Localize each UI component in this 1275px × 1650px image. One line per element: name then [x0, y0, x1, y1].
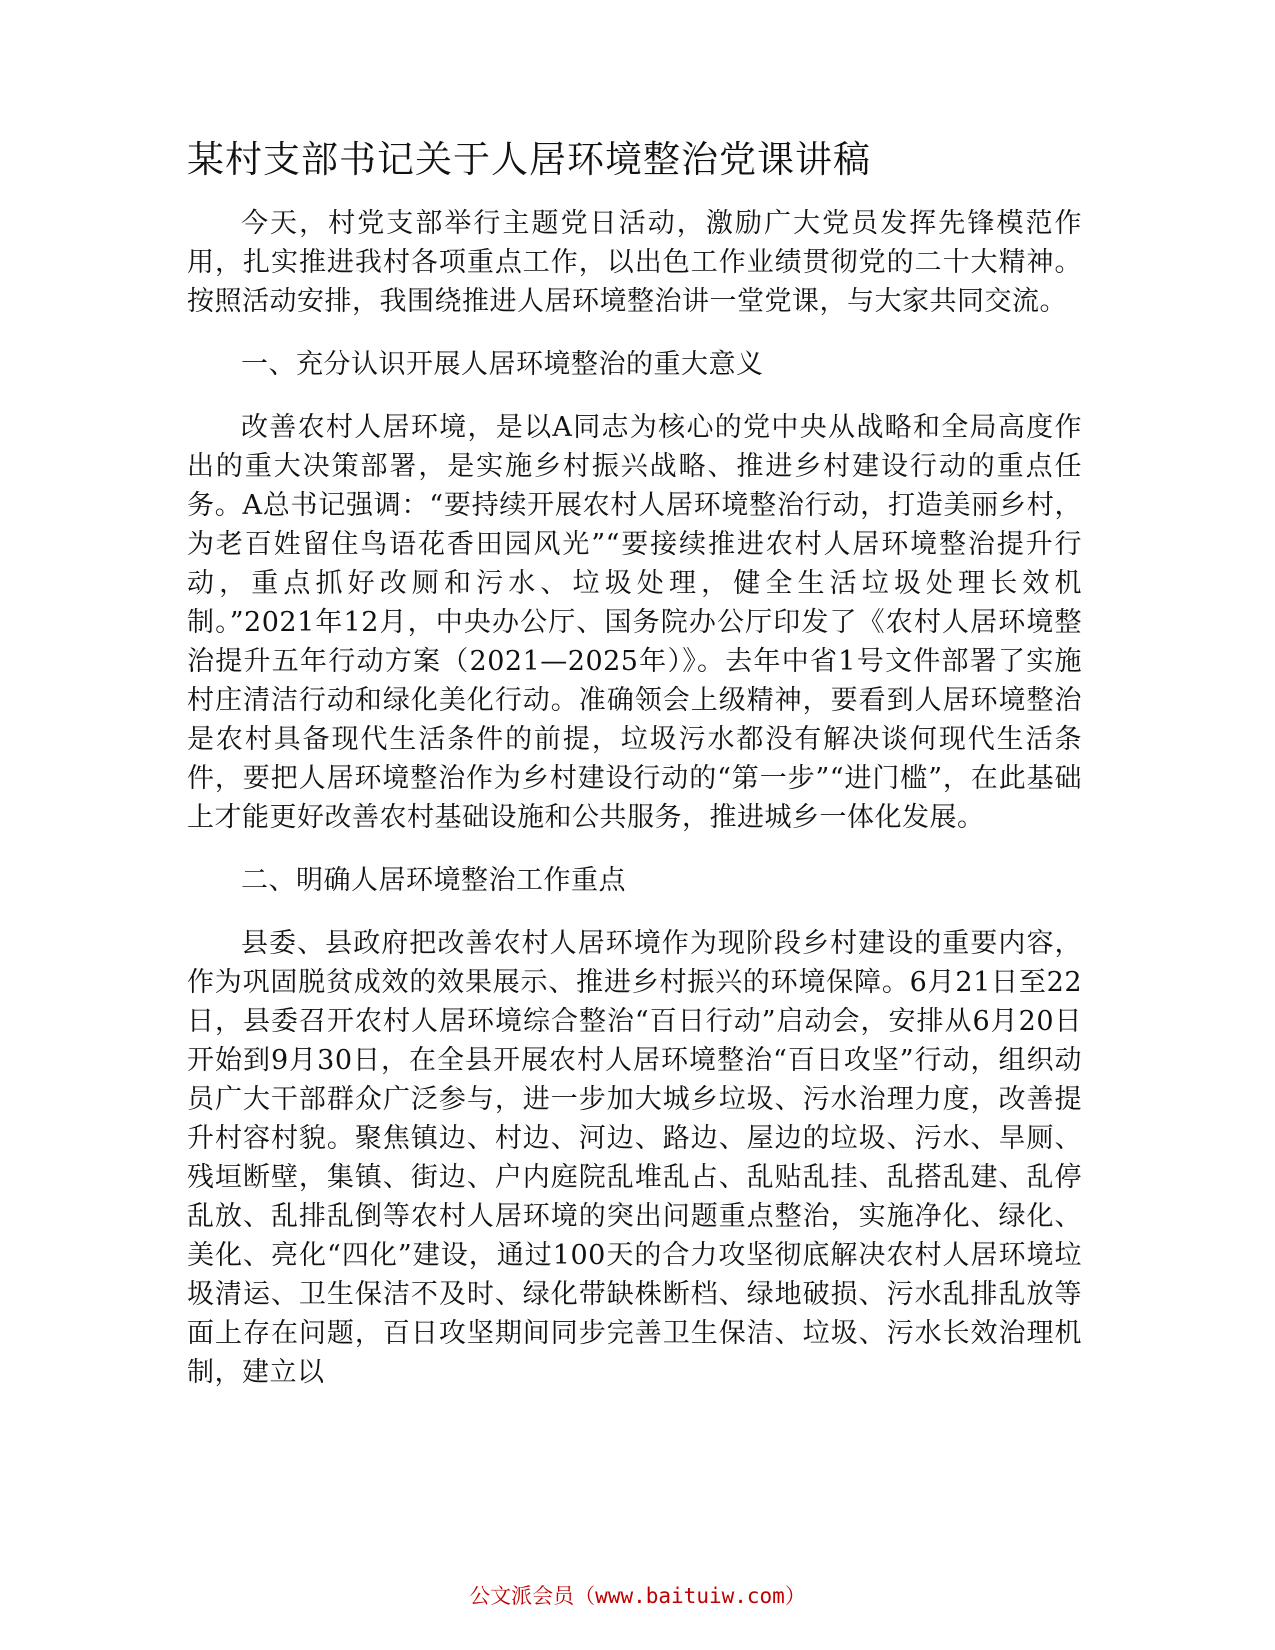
section-2-paragraph: 县委、县政府把改善农村人居环境作为现阶段乡村建设的重要内容，作为巩固脱贫成效的效果展示、推进乡村振兴的环境保障。6月21日至22日，县委召开农村人居环境综合整治“百日行动”启动会，安排从6月20日开始到9月30日，在全县开展农村人居环境整治“百日攻坚”行动，组织动员广大干部群众广泛参与，进一步加大城乡垃圾、污水治理力度，改善提升村容村貌。聚焦镇边、村边、河边、路边、屋边的垃圾、污水、旱厕、残垣断壁，集镇、街边、户内庭院乱堆乱占、乱贴乱挂、乱搭乱建、乱停乱放、乱排乱倒等农村人居环境的突出问题重点整治，实施净化、绿化、美化、亮化“四化”建设，通过100天的合力攻坚彻底解决农村人居环境垃圾清运、卫生保洁不及时、绿化带缺株断档、绿地破损、污水乱排乱放等面上存在问题，百日攻坚期间同步完善卫生保洁、垃圾、污水长效治理机制，建立以: [187, 928, 1082, 1389]
page-title: 某村支部书记关于人居环境整治党课讲稿: [187, 138, 871, 181]
section-2-heading: 二、明确人居环境整治工作重点: [241, 865, 626, 897]
footer-watermark: 公文派会员（www.baituiw.com）: [469, 1584, 806, 1608]
document-page: [187, 138, 1082, 1416]
section-1-paragraph: 改善农村人居环境，是以A同志为核心的党中央从战略和全局高度作出的重大决策部署，是实施乡村振兴战略、推进乡村建设行动的重点任务。A总书记强调：“要持续开展农村人居环境整治行动，打造美丽乡村，为老百姓留住鸟语花香田园风光”“要接续推进农村人居环境整治提升行动，重点抓好改厕和污水、垃圾处理，健全生活垃圾处理长效机制。”2021年12月，中央办公厅、国务院办公厅印发了《农村人居环境整治提升五年行动方案（2021—2025年）》。去年中省1号文件部署了实施村庄清洁行动和绿化美化行动。准确领会上级精神，要看到人居环境整治是农村具备现代生活条件的前提，垃圾污水都没有解决谈何现代生活条件，要把人居环境整治作为乡村建设行动的“第一步”“进门槛”，在此基础上才能更好改善农村基础设施和公共服务，推进城乡一体化发展。: [187, 412, 1082, 834]
intro-paragraph: 今天，村党支部举行主题党日活动，激励广大党员发挥先锋模范作用，扎实推进我村各项重点工作，以出色工作业绩贯彻党的二十大精神。按照活动安排，我围绕推进人居环境整治讲一堂党课，与大家共同交流。: [187, 208, 1082, 318]
section-1-heading: 一、充分认识开展人居环境整治的重大意义: [241, 349, 764, 381]
